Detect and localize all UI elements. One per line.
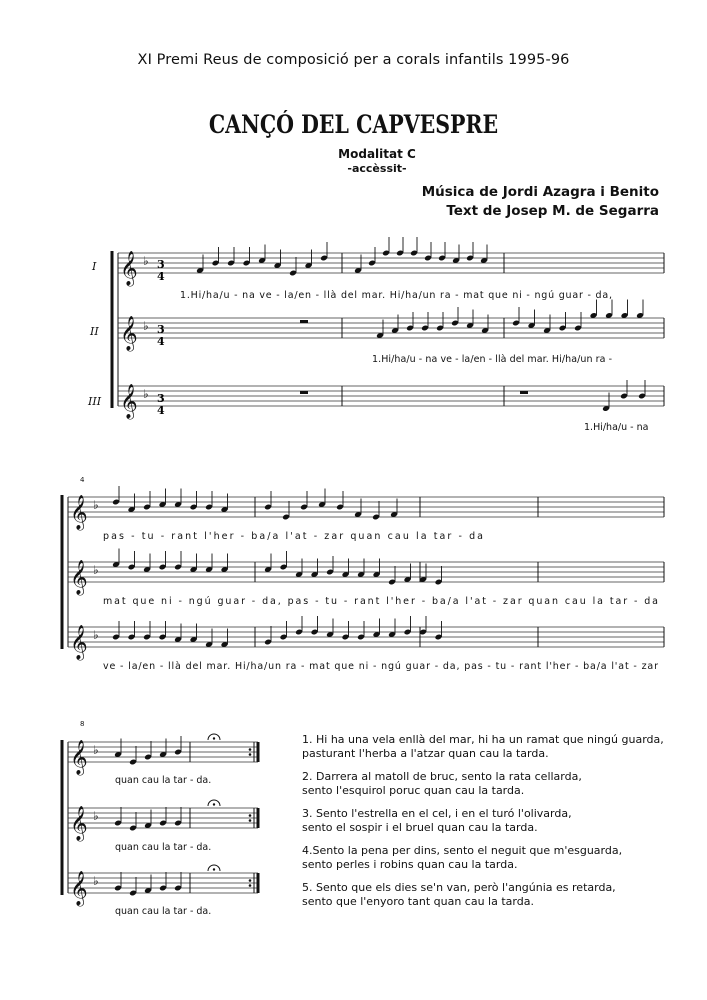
treble-clef: 𝄞 <box>120 251 138 286</box>
repeat-dot <box>249 819 252 822</box>
measure-rest <box>300 391 308 394</box>
flat-key-signature: ♭ <box>143 319 149 333</box>
time-sig-top-3: 3 <box>157 392 165 405</box>
repeat-dot <box>249 814 252 817</box>
voice-label-1: I <box>92 260 97 273</box>
repeat-dot <box>249 884 252 887</box>
verse-3-line-1: 3. Sento l'estrella en el cel, i en el turó l'olivarda, <box>302 807 572 820</box>
verse-4 <box>302 844 682 872</box>
flat-key-signature: ♭ <box>93 628 99 642</box>
voice-label-2: II <box>90 325 99 338</box>
text-credit: Text de Josep M. de Segarra <box>446 203 659 219</box>
lyrics-s3-v3: quan cau la tar - da. <box>115 906 212 917</box>
lyrics-s2-v1: pas - tu - rant l'her - ba/a l'at - zar quan cau la tar - da <box>103 531 483 542</box>
flat-key-signature: ♭ <box>93 874 99 888</box>
fermata-dot <box>213 737 215 739</box>
verse-3 <box>302 807 682 835</box>
measure-rest <box>300 320 308 323</box>
lyrics-s3-v2: quan cau la tar - da. <box>115 842 212 853</box>
flat-key-signature: ♭ <box>93 498 99 512</box>
treble-clef: 𝄞 <box>70 495 88 530</box>
voice-label-3: III <box>88 395 102 408</box>
lyrics-s2-v2: mat que ni - ngú guar - da, pas - tu - rant l'her - ba/a l'at - zar quan cau la tar - da <box>103 596 659 607</box>
flat-key-signature: ♭ <box>93 563 99 577</box>
fermata-dot <box>213 868 215 870</box>
treble-clef: 𝄞 <box>70 625 88 660</box>
treble-clef: 𝄞 <box>120 316 138 351</box>
verse-1-line-2: pasturant l'herba a l'atzar quan cau la tarda. <box>302 747 549 760</box>
lyrics-s2-v3: ve - la/en - llà del mar. Hi/ha/un ra - mat que ni - ngú guar - da, pas - tu - rant l'her - ba/a l'at - zar <box>103 661 659 672</box>
measure-number-8: 8 <box>80 720 85 728</box>
verses-block <box>302 733 682 918</box>
treble-clef: 𝄞 <box>120 384 138 419</box>
verse-4-line-1: 4.Sento la pena per dins, sento el neguit que m'esguarda, <box>302 844 623 857</box>
treble-clef: 𝄞 <box>70 871 88 906</box>
award-label: -accèssit- <box>347 162 407 175</box>
treble-clef: 𝄞 <box>70 806 88 841</box>
repeat-dot <box>249 753 252 756</box>
time-sig-top-2: 3 <box>157 323 165 336</box>
verse-4-line-2: sento perles i robins quan cau la tarda. <box>302 858 518 871</box>
treble-clef: 𝄞 <box>70 740 88 775</box>
verse-2 <box>302 770 682 798</box>
verse-2-line-1: 2. Darrera al matoll de bruc, sento la rata cellarda, <box>302 770 582 783</box>
time-sig-bottom-1: 4 <box>157 270 165 283</box>
verse-1 <box>302 733 682 761</box>
repeat-dot <box>249 748 252 751</box>
verse-2-line-2: sento l'esquirol poruc quan cau la tarda. <box>302 784 525 797</box>
flat-key-signature: ♭ <box>93 743 99 757</box>
flat-key-signature: ♭ <box>93 809 99 823</box>
verse-5-line-2: sento que l'enyoro tant quan cau la tarda. <box>302 895 534 908</box>
verse-5-line-1: 5. Sento que els dies se'n van, però l'angúnia es retarda, <box>302 881 616 894</box>
time-sig-bottom-2: 4 <box>157 335 165 348</box>
modalitat-label: Modalitat C <box>338 147 416 161</box>
time-signatures <box>157 258 165 417</box>
measure-rest <box>520 391 528 394</box>
lyrics-s3-v1: quan cau la tar - da. <box>115 775 212 786</box>
measure-number-4: 4 <box>80 476 85 484</box>
time-sig-bottom-3: 4 <box>157 404 165 417</box>
music-credit: Música de Jordi Azagra i Benito <box>421 184 659 200</box>
fermata-dot <box>213 803 215 805</box>
competition-header: XI Premi Reus de composició per a corals infantils 1995-96 <box>137 52 570 68</box>
treble-clef: 𝄞 <box>70 560 88 595</box>
verse-1-line-1: 1. Hi ha una vela enllà del mar, hi ha un ramat que ningú guarda, <box>302 733 664 746</box>
lyrics-s1-v3: 1.Hi/ha/u - na <box>584 422 649 433</box>
time-sig-top-1: 3 <box>157 258 165 271</box>
lyrics-s1-v2: 1.Hi/ha/u - na ve - la/en - llà del mar. Hi/ha/un ra - <box>372 354 612 365</box>
verse-5 <box>302 881 682 909</box>
repeat-dot <box>249 879 252 882</box>
song-title: CANÇÓ DEL CAPVESPRE <box>208 110 499 139</box>
verse-3-line-2: sento el sospir i el bruel quan cau la tarda. <box>302 821 538 834</box>
flat-key-signature: ♭ <box>143 254 149 268</box>
flat-key-signature: ♭ <box>143 387 149 401</box>
lyrics-s1-v1: 1.Hi/ha/u - na ve - la/en - llà del mar. Hi/ha/un ra - mat que ni - ngú guar - da, <box>180 290 612 301</box>
